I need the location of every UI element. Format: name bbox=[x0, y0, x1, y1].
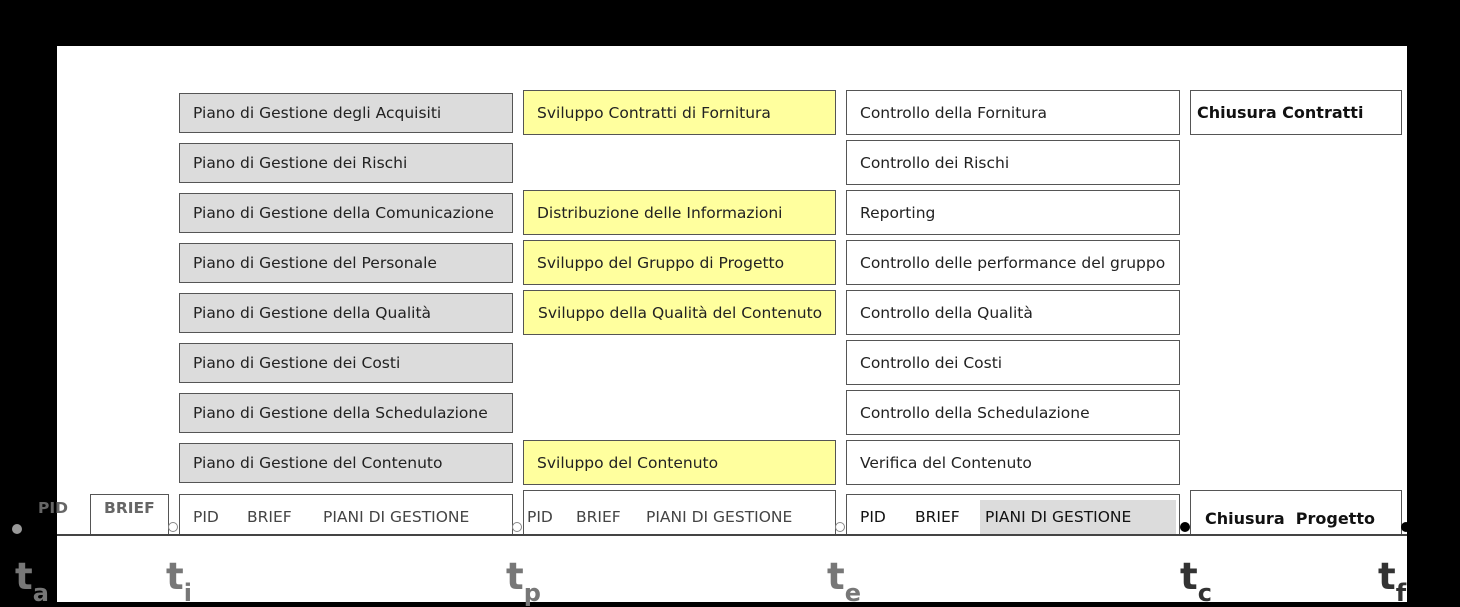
bar-planning-brief: BRIEF bbox=[576, 508, 621, 526]
bar-initiation-brief: BRIEF bbox=[247, 508, 292, 526]
ctrl-box-rischi: Controllo dei Rischi bbox=[846, 140, 1180, 185]
dev-box-informazioni: Distribuzione delle Informazioni bbox=[523, 190, 836, 235]
time-label-tf: $t_f$ bbox=[1378, 555, 1407, 607]
plan-box-rischi: Piano di Gestione dei Rischi bbox=[179, 143, 513, 183]
ctrl-box-fornitura: Controllo della Fornitura bbox=[846, 90, 1180, 135]
bar-planning-pid: PID bbox=[527, 508, 553, 526]
bar-execution-pid: PID bbox=[860, 508, 886, 526]
milestone-node-ti bbox=[168, 522, 178, 532]
plan-box-costi: Piano di Gestione dei Costi bbox=[179, 343, 513, 383]
bar-planning bbox=[523, 490, 836, 535]
bar-execution-brief: BRIEF bbox=[915, 508, 960, 526]
time-label-ti: $t_i$ bbox=[166, 555, 192, 607]
plan-box-acquisti: Piano di Gestione degli Acquisiti bbox=[179, 93, 513, 133]
milestone-node-ta bbox=[12, 524, 22, 534]
milestone-node-tc bbox=[1180, 522, 1190, 532]
time-label-tc: $t_c$ bbox=[1180, 555, 1212, 607]
plan-box-comunicazione: Piano di Gestione della Comunicazione bbox=[179, 193, 513, 233]
bar-planning-piani: PIANI DI GESTIONE bbox=[646, 508, 793, 526]
bar-initiation-piani: PIANI DI GESTIONE bbox=[323, 508, 470, 526]
dev-box-qualita: Sviluppo della Qualità del Contenuto bbox=[523, 290, 836, 335]
dev-box-contenuto: Sviluppo del Contenuto bbox=[523, 440, 836, 485]
dev-box-contratti: Sviluppo Contratti di Fornitura bbox=[523, 90, 836, 135]
ctrl-box-reporting: Reporting bbox=[846, 190, 1180, 235]
ctrl-box-contenuto: Verifica del Contenuto bbox=[846, 440, 1180, 485]
bar-closure bbox=[1190, 490, 1402, 535]
ctrl-box-costi: Controllo dei Costi bbox=[846, 340, 1180, 385]
plan-box-personale: Piano di Gestione del Personale bbox=[179, 243, 513, 283]
ctrl-box-performance: Controllo delle performance del gruppo bbox=[846, 240, 1180, 285]
milestone-node-tf bbox=[1401, 522, 1411, 532]
milestone-node-te bbox=[835, 522, 845, 532]
dev-box-gruppo: Sviluppo del Gruppo di Progetto bbox=[523, 240, 836, 285]
ctrl-box-qualita: Controllo della Qualità bbox=[846, 290, 1180, 335]
closure-contracts-box: Chiusura Contratti bbox=[1190, 90, 1402, 135]
plan-box-schedulazione: Piano di Gestione della Schedulazione bbox=[179, 393, 513, 433]
pre-pid-label: PID bbox=[38, 499, 68, 517]
pre-brief-label: BRIEF bbox=[104, 499, 155, 517]
bar-execution bbox=[846, 494, 1180, 535]
pre-bar-brief-cell bbox=[90, 494, 169, 535]
bar-initiation-pid: PID bbox=[193, 508, 219, 526]
bar-initiation bbox=[179, 494, 513, 535]
pre-bar bbox=[30, 494, 170, 535]
bar-closure-label: Chiusura Progetto bbox=[1205, 509, 1375, 528]
plan-box-qualita: Piano di Gestione della Qualità bbox=[179, 293, 513, 333]
milestone-node-tp bbox=[512, 522, 522, 532]
plan-box-contenuto: Piano di Gestione del Contenuto bbox=[179, 443, 513, 483]
time-label-tp: $t_p$ bbox=[506, 555, 541, 607]
time-label-te: $t_e$ bbox=[827, 555, 861, 607]
time-label-ta: $t_a$ bbox=[15, 555, 49, 607]
bar-execution-piani: PIANI DI GESTIONE bbox=[985, 508, 1132, 526]
ctrl-box-schedulazione: Controllo della Schedulazione bbox=[846, 390, 1180, 435]
